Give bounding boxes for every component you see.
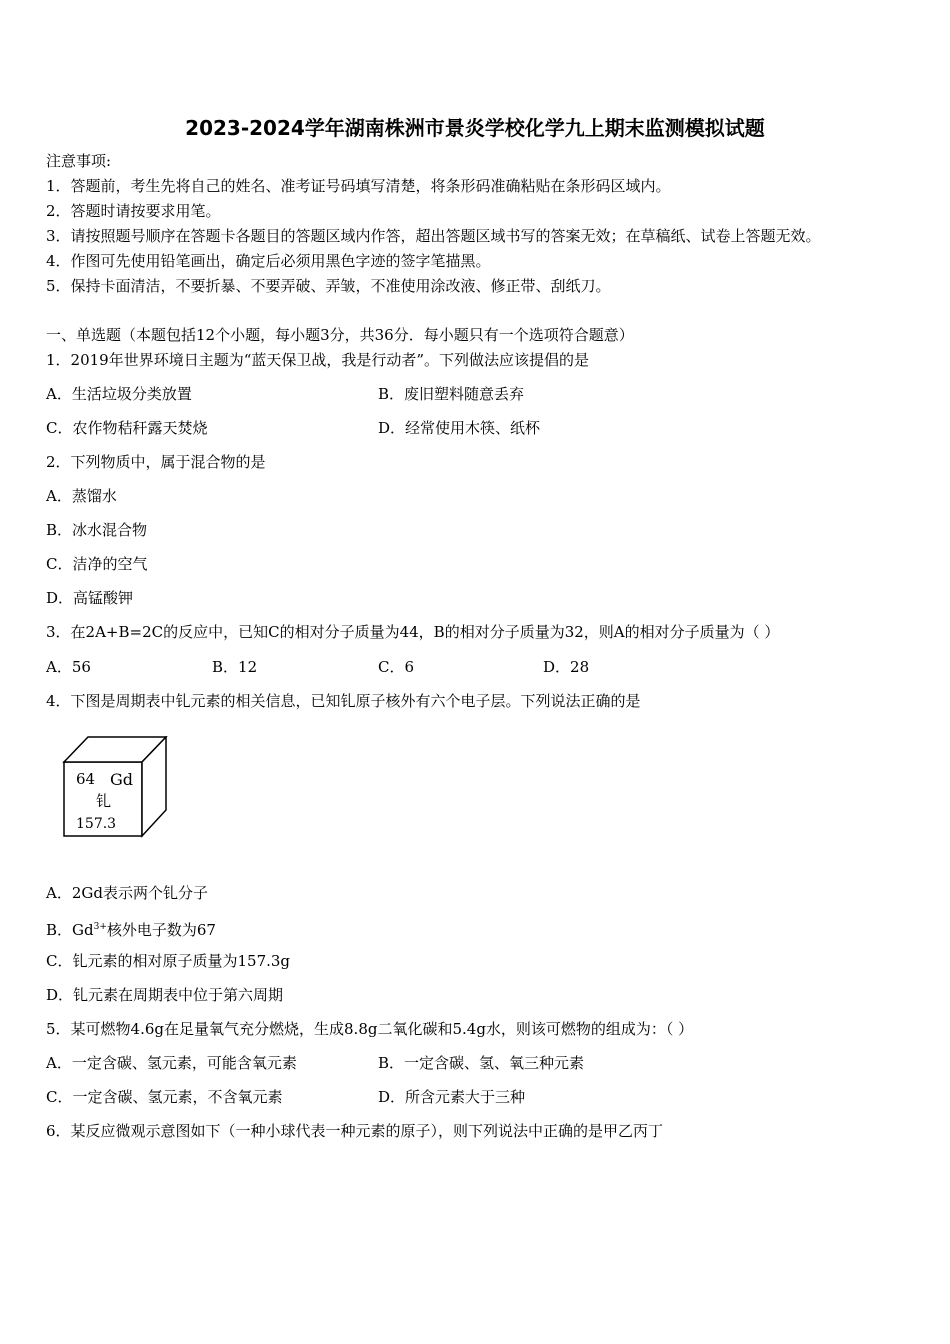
option-a: A．蒸馏水 [46, 487, 117, 505]
notice-item: 1．答题前，考生先将自己的姓名、准考证号码填写清楚，将条形码准确粘贴在条形码区域内。 [46, 177, 671, 195]
notice-item: 3．请按照题号顺序在答题卡各题目的答题区域内作答，超出答题区域书写的答案无效；在草稿纸、试卷上答题无效。 [46, 227, 821, 245]
option-d: D．28 [543, 658, 590, 676]
option-c: C．农作物秸秆露天焚烧 [46, 419, 208, 437]
option-b: B．一定含碳、氢、氧三种元素 [378, 1054, 585, 1072]
element-name: 钆 [96, 792, 112, 810]
notice-heading: 注意事项: [46, 152, 112, 170]
notice-item: 2．答题时请按要求用笔。 [46, 202, 221, 220]
option-c: C．一定含碳、氢元素，不含氧元素 [46, 1088, 283, 1106]
question-stem: 1．2019年世界环境日主题为“蓝天保卫战，我是行动者”。下列做法应该提倡的是 [46, 351, 590, 369]
notice-item: 5．保持卡面清洁，不要折暴、不要弄破、弄皱，不准使用涂改液、修正带、刮纸刀。 [46, 277, 611, 295]
page-title: 2023-2024学年湖南株洲市景炎学校化学九上期末监测模拟试题 [185, 116, 765, 140]
question-stem: 2．下列物质中，属于混合物的是 [46, 453, 266, 471]
element-atomic-number: 64 [76, 770, 96, 788]
option-d: D．钆元素在周期表中位于第六周期 [46, 986, 284, 1004]
element-mass: 157.3 [76, 816, 117, 832]
option-d: D．经常使用木筷、纸杯 [378, 419, 541, 437]
option-b: B．12 [212, 658, 258, 676]
element-symbol: Gd [110, 770, 134, 789]
option-b [46, 917, 216, 940]
element-cube-figure [62, 736, 172, 838]
question-stem: 6．某反应微观示意图如下（一种小球代表一种元素的原子），则下列说法中正确的是甲乙丙丁 [46, 1122, 664, 1140]
question-stem: 4．下图是周期表中钆元素的相关信息，已知钆原子核外有六个电子层。下列说法正确的是 [46, 692, 641, 710]
option-a: A．生活垃圾分类放置 [46, 385, 192, 403]
option-d: D．高锰酸钾 [46, 589, 134, 607]
section-heading: 一、单选题（本题包括12个小题，每小题3分，共36分．每小题只有一个选项符合题意） [46, 326, 634, 344]
option-b-prefix: B．Gd [46, 921, 94, 939]
option-a: A．2Gd表示两个钆分子 [46, 884, 208, 902]
option-c: C．洁净的空气 [46, 555, 148, 573]
option-a: A．56 [46, 658, 91, 676]
option-c: C．钆元素的相对原子质量为157.3g [46, 952, 291, 970]
option-b: B．冰水混合物 [46, 521, 148, 539]
option-b: B．废旧塑料随意丢弃 [378, 385, 525, 403]
notice-item: 4．作图可先使用铅笔画出，确定后必须用黑色字迹的签字笔描黑。 [46, 252, 491, 270]
question-stem: 5．某可燃物4.6g在足量氧气充分燃烧，生成8.8g二氧化碳和5.4g水，则该可燃物的组成为：（ ） [46, 1020, 694, 1038]
question-stem: 3．在2A+B=2C的反应中，已知C的相对分子质量为44，B的相对分子质量为32，则A的相对分子质量为（ ） [46, 623, 780, 641]
option-b-text: 核外电子数为67 [106, 921, 216, 939]
option-d: D．所含元素大于三种 [378, 1088, 526, 1106]
option-c: C．6 [378, 658, 415, 676]
ion-charge-superscript: 3+ [93, 922, 107, 932]
option-a: A．一定含碳、氢元素，可能含氧元素 [46, 1054, 297, 1072]
